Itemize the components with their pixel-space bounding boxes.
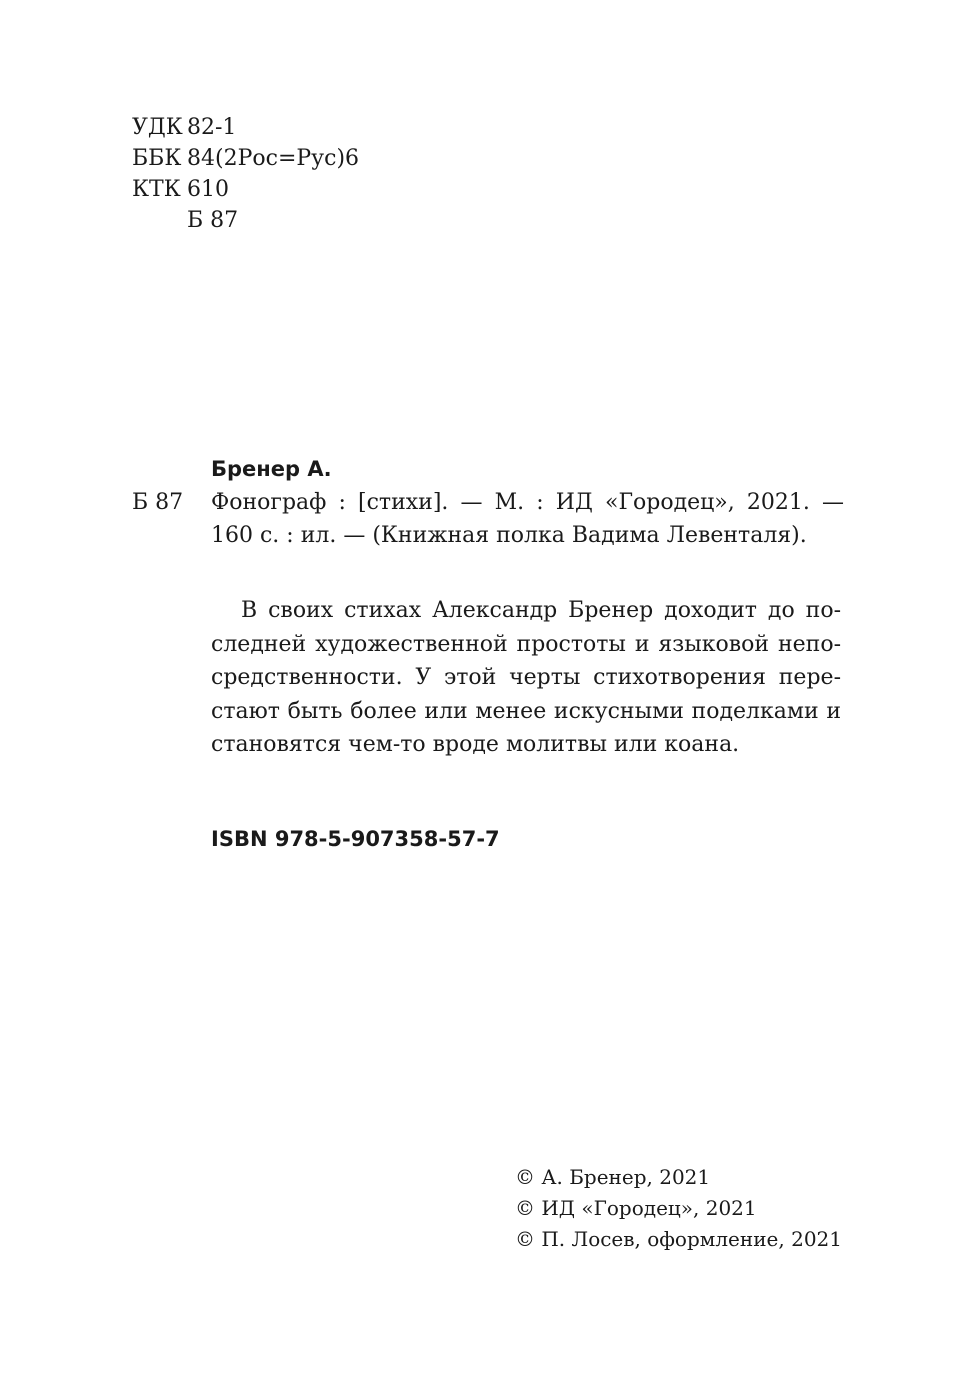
bbk-value: 84(2Рос=Рус)6	[187, 146, 360, 171]
record-author: Бренер А.	[211, 457, 332, 481]
copyright-author: © А. Бренер, 2021	[514, 1165, 711, 1189]
record-body	[132, 486, 844, 552]
record-code: Б 87	[132, 490, 184, 515]
ktk-row	[132, 174, 359, 205]
classification-block	[132, 112, 359, 236]
ktk-label: КТК	[132, 177, 181, 202]
author-sign-row	[132, 205, 359, 236]
record-description: Фонограф : [стихи]. — М. : ИД «Городец», 2021. — 160 с. : ил. — (Книжная полка Вадима Левенталя).	[211, 490, 844, 548]
copyright-publisher: © ИД «Городец», 2021	[514, 1196, 757, 1220]
udk-label: УДК	[132, 115, 183, 140]
bbk-row	[132, 143, 359, 174]
bbk-label: ББК	[132, 146, 182, 171]
copyright-design: © П. Лосев, оформление, 2021	[514, 1227, 842, 1251]
author-sign: Б 87	[187, 208, 239, 233]
isbn-number: ISBN 978-5-907358-57-7	[211, 827, 500, 851]
annotation-paragraph: В своих стихах Александр Бренер доходит до последней художественной простоты и языковой непосредственности. У этой черты стихотворения перестают быть более или менее искусными поделками и становятся чем-то вроде молитвы или коана.	[211, 598, 841, 757]
bibliographic-record	[132, 453, 844, 552]
ktk-value: 610	[187, 177, 229, 202]
copyright-block	[515, 1162, 842, 1255]
udk-row	[132, 112, 359, 143]
udk-value: 82-1	[187, 115, 237, 140]
